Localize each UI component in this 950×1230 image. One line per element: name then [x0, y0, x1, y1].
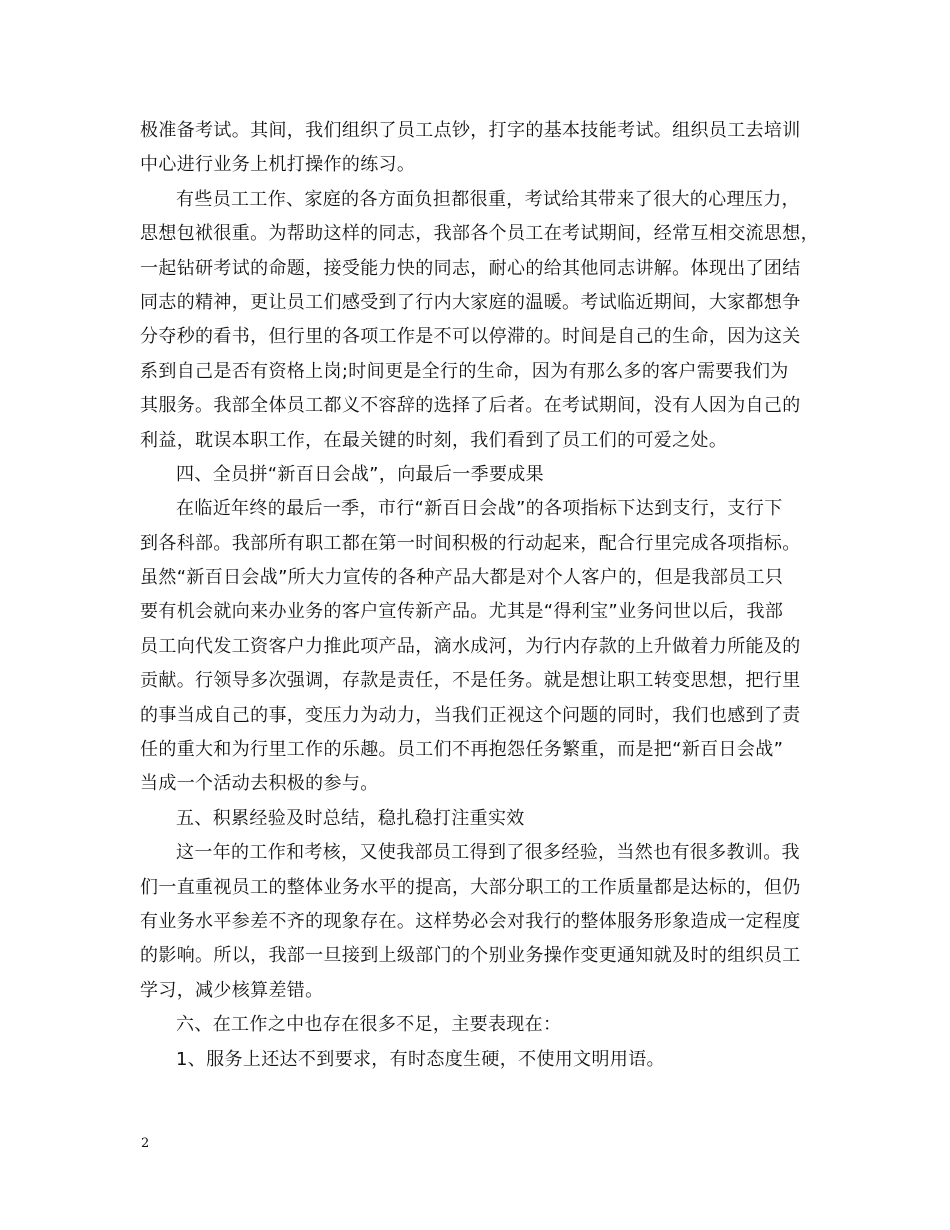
page-number: 2: [141, 1136, 150, 1151]
text-line: 虽然“新百日会战”所大力宣传的各种产品大都是对个人客户的，但是我部员工只: [140, 567, 784, 589]
text-line: 贡献。行领导多次强调，存款是责任，不是任务。就是想让职工转变思想，把行里: [140, 670, 801, 692]
text-line: 利益，耽误本职工作，在最关键的时刻，我们看到了员工们的可爱之处。: [140, 429, 728, 451]
text-line: 分夺秒的看书，但行里的各项工作是不可以停滞的。时间是自己的生命，因为这关: [140, 326, 801, 348]
text-line: 学习，减少核算差错。: [140, 979, 324, 1001]
section-heading: 四、全员拼“新百日会战”，向最后一季要成果: [176, 463, 544, 485]
text-line: 一起钻研考试的命题，接受能力快的同志，耐心的给其他同志讲解。体现出了团结: [140, 257, 801, 279]
paragraph-start-line: 在临近年终的最后一季，市行“新百日会战”的各项指标下达到支行，支行下: [176, 498, 783, 520]
text-line: 中心进行业务上机打操作的练习。: [140, 154, 416, 176]
text-line: 同志的精神，更让员工们感受到了行内大家庭的温暖。考试临近期间，大家都想争: [140, 291, 801, 313]
text-line: 要有机会就向来办业务的客户宣传新产品。尤其是“得利宝”业务问世以后，我部: [140, 601, 784, 623]
text-line: 到各科部。我部所有职工都在第一时间积极的行动起来，配合行里完成各项指标。: [140, 532, 801, 554]
text-line: 有业务水平参差不齐的现象存在。这样势必会对我行的整体服务形象造成一定程度: [140, 910, 801, 932]
text-line: 任的重大和为行里工作的乐趣。员工们不再抱怨任务繁重，而是把“新百日会战”: [140, 739, 784, 761]
paragraph-start-line: 有些员工工作、家庭的各方面负担都很重，考试给其带来了很大的心理压力，: [176, 188, 800, 210]
list-item: 1、服务上还达不到要求，有时态度生硬，不使用文明用语。: [176, 1048, 665, 1070]
text-line: 当成一个活动去积极的参与。: [140, 773, 379, 795]
text-line: 员工向代发工资客户力推此项产品，滴水成河，为行内存款的上升做着力所能及的: [140, 635, 801, 657]
text-line: 的影响。所以，我部一旦接到上级部门的个别业务操作变更通知就及时的组织员工: [140, 945, 801, 967]
section-heading: 六、在工作之中也存在很多不足，主要表现在：: [176, 1014, 562, 1036]
text-line: 思想包袱很重。为帮助这样的同志，我部各个员工在考试期间，经常互相交流思想，: [140, 223, 819, 245]
paragraph-start-line: 这一年的工作和考核，又使我部员工得到了很多经验，当然也有很多教训。我: [176, 842, 800, 864]
document-body: [140, 114, 820, 1077]
text-line: 极准备考试。其间，我们组织了员工点钞，打字的基本技能考试。组织员工去培训: [140, 120, 801, 141]
text-line: 其服务。我部全体员工都义不容辞的选择了后者。在考试期间，没有人因为自己的: [140, 395, 801, 417]
text-line: 系到自己是否有资格上岗;时间更是全行的生命，因为有那么多的客户需要我们为: [140, 360, 789, 382]
text-line: 的事当成自己的事，变压力为动力，当我们正视这个问题的同时，我们也感到了责: [140, 704, 801, 726]
section-heading: 五、积累经验及时总结，稳扎稳打注重实效: [176, 807, 525, 829]
text-line: 们一直重视员工的整体业务水平的提高，大部分职工的工作质量都是达标的，但仍: [140, 876, 801, 898]
